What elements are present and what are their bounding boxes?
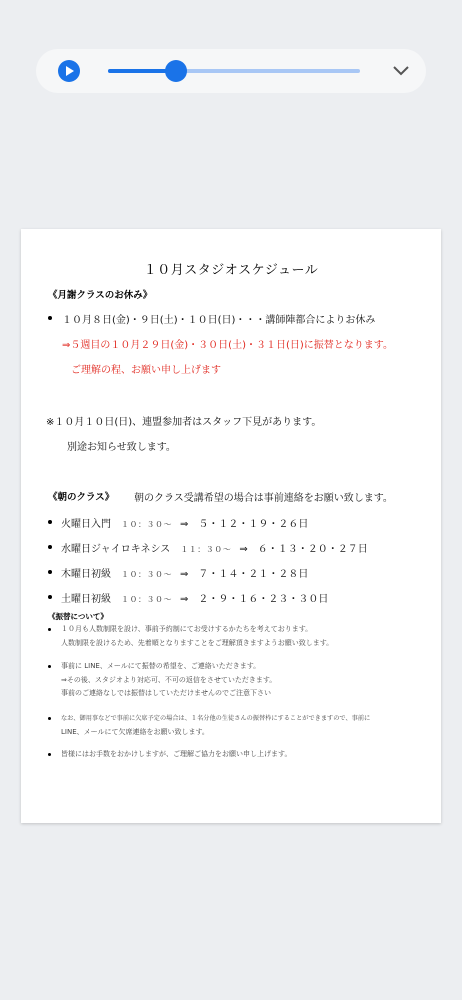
transfer-note-2b: ⇒その後、スタジオより対応可、不可の返信をさせていただきます。 (61, 676, 277, 684)
document-title: １０月スタジオスケジュール (143, 263, 319, 278)
class-row: 木曜日初級 １０：３０～ ⇒ ７・１４・２１・２８日 (61, 569, 309, 580)
bullet (48, 570, 52, 574)
transfer-note-1b: 人数制限を設けるため、先着順となりますことをご理解頂きますようお願い致します。 (61, 639, 334, 647)
class-row: 火曜日入門 １０：３０～ ⇒ ５・１２・１９・２６日 (61, 519, 309, 530)
section-heading-transfer: 《振替について》 (48, 612, 108, 621)
transfer-note-2a: 事前に LINE、メールにて振替の希望を、ご連絡いただきます。 (61, 662, 261, 670)
transfer-note-3b: LINE、メールにて欠席連絡をお願い致します。 (61, 728, 209, 736)
transfer-note-1a: １０月も人数制限を設け、事前予約制にてお受けするかたちを考えております。 (61, 625, 313, 633)
section-heading-morning: 《朝のクラス》 (48, 492, 115, 503)
seek-bar[interactable] (108, 69, 360, 73)
section-heading-monthly: 《月謝クラスのお休み》 (48, 290, 153, 301)
schedule-document (21, 229, 441, 823)
transfer-note-4: 皆様にはお手数をおかけしますが、ご理解ご協力をお願い申し上げます。 (61, 750, 292, 758)
bullet (48, 665, 51, 668)
class-row: 土曜日初級 １０：３０～ ⇒ ２・９・１６・２３・３０日 (61, 594, 329, 605)
chevron-down-icon[interactable] (392, 63, 410, 77)
transfer-note-3a: なお、御用事などで事前に欠席予定の場合は、１名分他の生徒さんの振替枠にすることができますので、事前に (61, 715, 371, 722)
bullet (48, 520, 52, 524)
bullet (48, 545, 52, 549)
class-row: 水曜日ジャイロキネシス １１：３０～ ⇒ ６・１３・２０・２７日 (61, 544, 368, 555)
transfer-note-2c: 事前のご連絡なしでは振替はしていただけませんのでご注意下さい (61, 689, 271, 697)
makeup-dates-line: ⇒５週目の１０月２９日(金)・３０日(土)・３１日(日)に振替となります。 (62, 340, 393, 351)
morning-class-intro: 朝のクラス受講希望の場合は事前連絡をお願い致します。 (134, 493, 393, 504)
bullet (48, 753, 51, 756)
federation-note: ※１０月１０日(日)、連盟参加者はスタッフ下見があります。 (46, 417, 322, 428)
bullet (48, 628, 51, 631)
seek-thumb[interactable] (165, 60, 187, 82)
audio-player (36, 49, 426, 93)
monthly-closure-line: １０月８日(金)・９日(土)・１０日(日)・・・講師陣都合によりお休み (62, 315, 376, 326)
play-icon[interactable] (58, 60, 80, 82)
separate-notice: 別途お知らせ致します。 (67, 442, 176, 453)
bullet (48, 717, 51, 720)
bullet (48, 316, 52, 320)
apology-line: ご理解の程、お願い申し上げます (71, 365, 221, 376)
bullet (48, 595, 52, 599)
